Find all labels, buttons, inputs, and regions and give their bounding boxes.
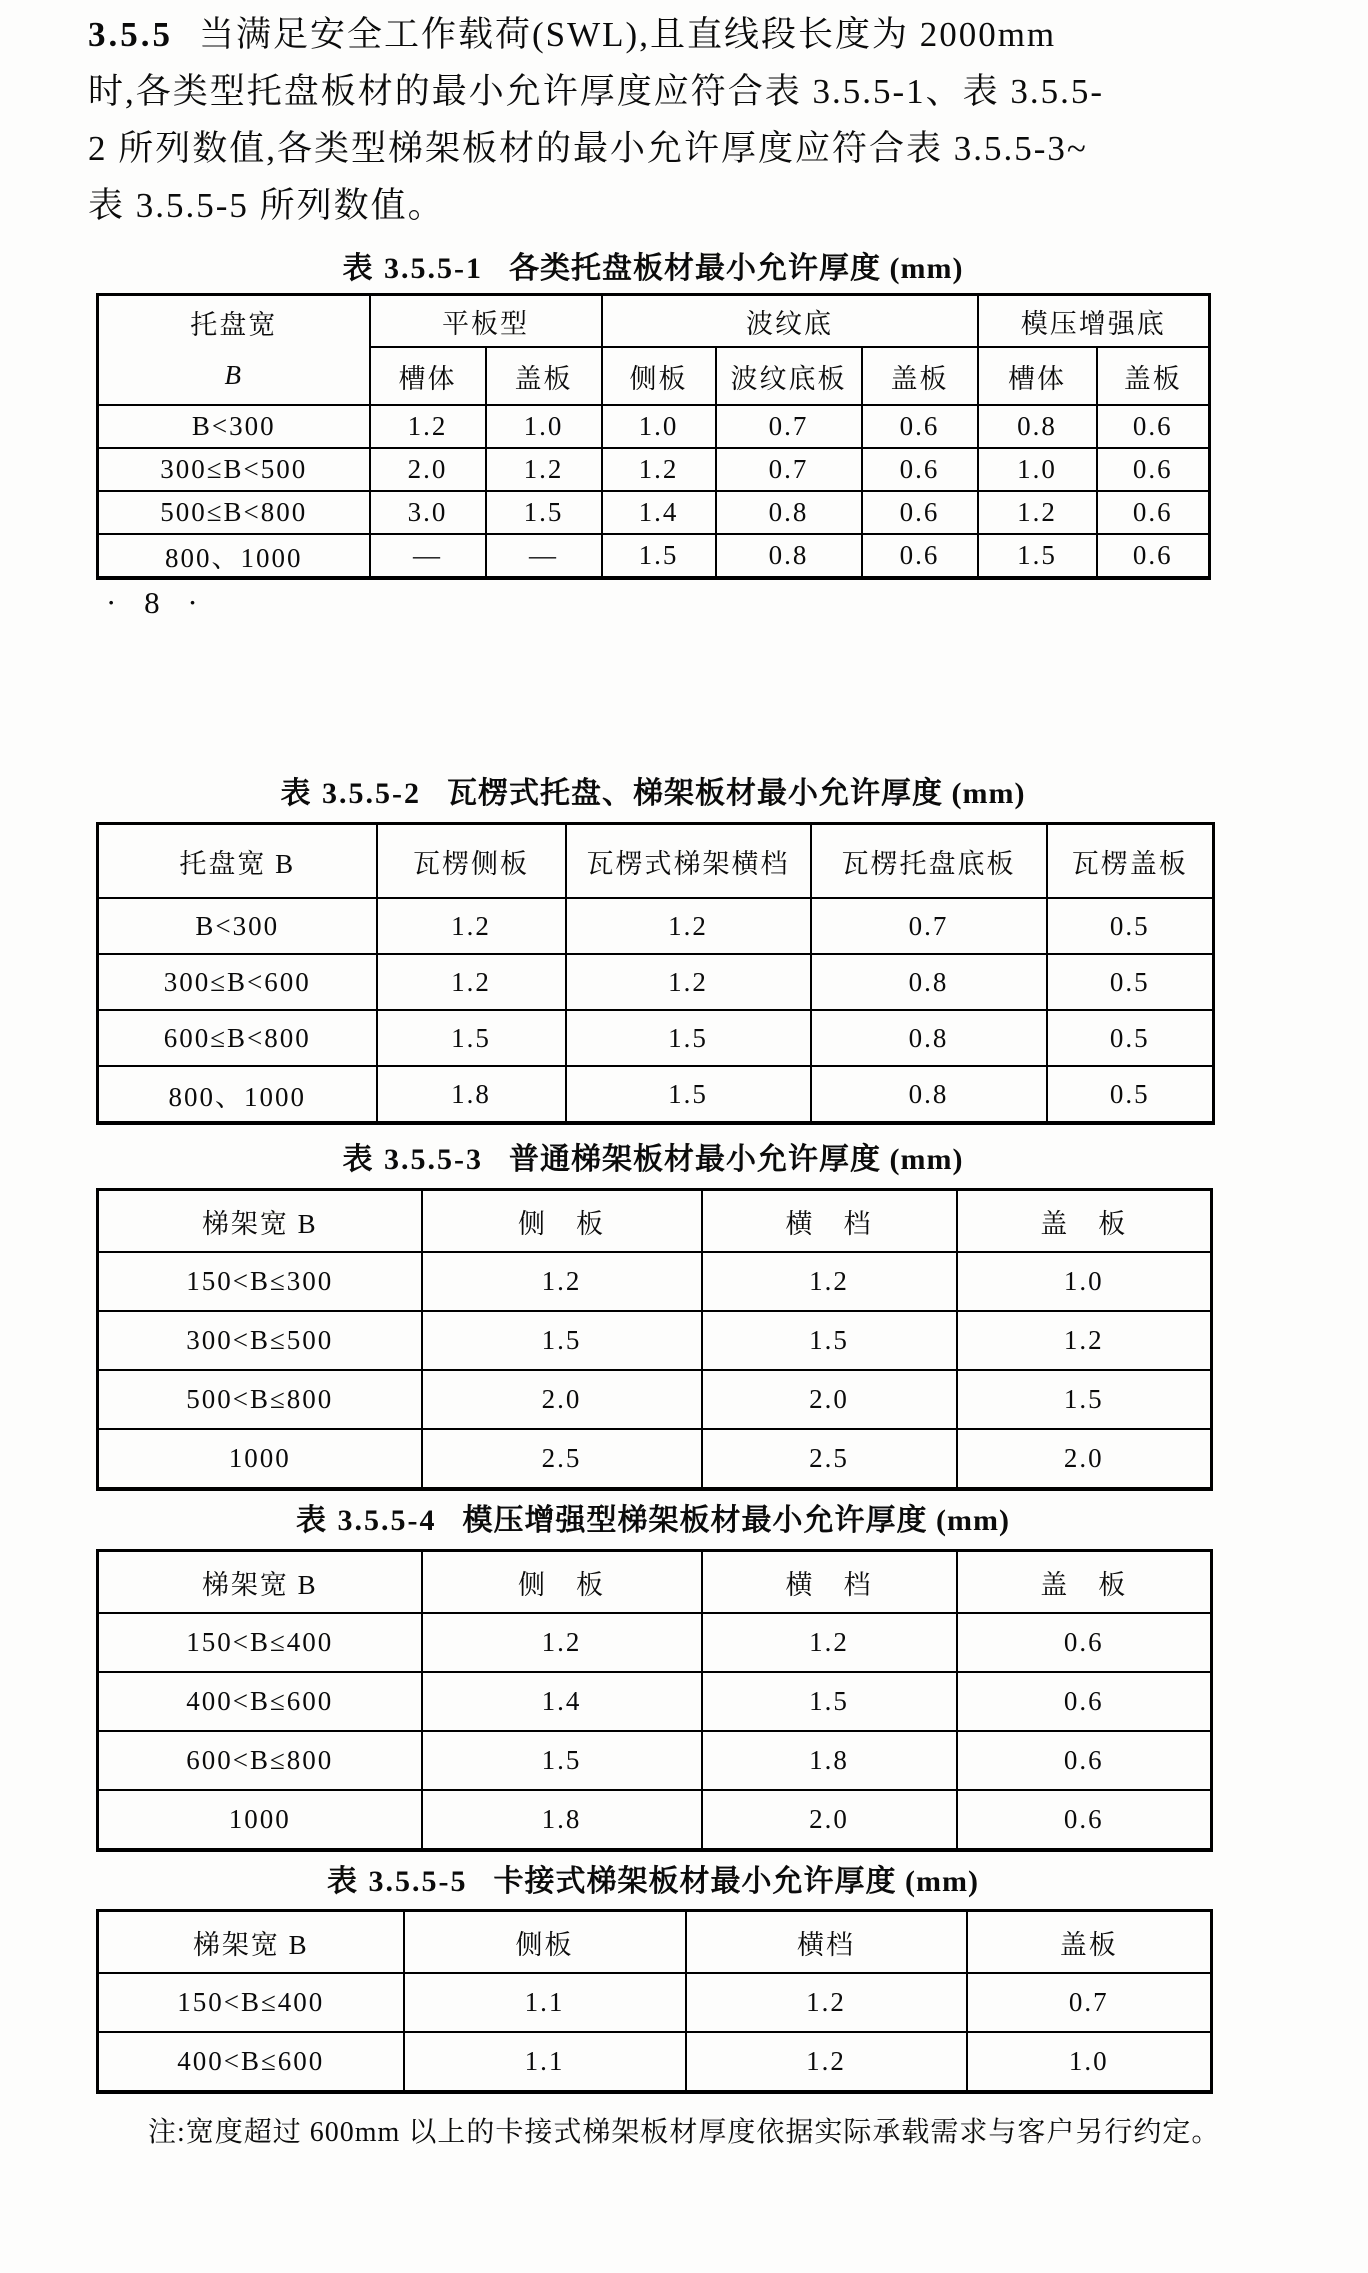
table-row [98, 1252, 1212, 1311]
row-header-cell: 150<B≤400 [98, 1973, 404, 2032]
value-cell: 0.6 [957, 1672, 1212, 1731]
row-header-cell: 300≤B<500 [98, 448, 370, 491]
value-cell: 0.6 [862, 491, 978, 534]
value-cell: 0.6 [957, 1731, 1212, 1790]
table-label: 表 3.5.5-1 [342, 252, 484, 285]
value-cell: 0.6 [1097, 491, 1210, 534]
row-header-cell: 800、1000 [98, 1066, 377, 1123]
group-header: 平板型 [370, 295, 602, 348]
table-caption-3 [96, 1134, 1210, 1178]
table-header-row [98, 295, 1210, 348]
value-cell: 1.8 [702, 1731, 957, 1790]
column-header: 梯架宽 B [98, 1190, 422, 1253]
value-cell: 2.0 [702, 1790, 957, 1850]
value-cell: 1.4 [602, 491, 716, 534]
column-header: 盖板 [1097, 347, 1210, 405]
value-cell: 0.6 [862, 448, 978, 491]
column-header: 横档 [686, 1911, 967, 1974]
value-cell: 1.8 [377, 1066, 566, 1123]
paragraph-line: 表 3.5.5-5 所列数值。 [88, 186, 445, 225]
column-header: 侧 板 [422, 1190, 702, 1253]
value-cell: 1.0 [957, 1252, 1212, 1311]
value-cell: 1.5 [377, 1010, 566, 1066]
column-header: 梯架宽 B [98, 1551, 422, 1614]
value-cell: 1.0 [978, 448, 1097, 491]
value-cell: 0.5 [1047, 954, 1214, 1010]
value-cell: 1.2 [978, 491, 1097, 534]
paragraph-text: 当满足安全工作载荷(SWL),且直线段长度为 2000mm [199, 15, 1057, 54]
column-header-width [98, 295, 370, 406]
table-pallet-min-thickness [96, 293, 1211, 580]
value-cell: 1.1 [404, 2032, 686, 2092]
group-header: 波纹底 [602, 295, 978, 348]
column-header: 瓦楞盖板 [1047, 824, 1214, 899]
table-row [98, 491, 1210, 534]
table-snap-on-ladder-min-thickness [96, 1909, 1213, 2094]
table-header-row [98, 1551, 1212, 1614]
value-cell: 1.4 [422, 1672, 702, 1731]
table-molded-reinforced-ladder-min-thickness [96, 1549, 1213, 1852]
value-cell: 1.2 [957, 1311, 1212, 1370]
table-row [98, 1613, 1212, 1672]
table-footnote: 注:宽度超过 600mm 以上的卡接式梯架板材厚度依据实际承载需求与客户另行约定。 [148, 2117, 1221, 2148]
column-header: 侧板 [404, 1911, 686, 1974]
value-cell: 0.8 [811, 954, 1047, 1010]
column-header: 侧 板 [422, 1551, 702, 1614]
value-cell: 1.5 [978, 534, 1097, 578]
value-cell: 0.8 [978, 405, 1097, 448]
value-cell: 0.8 [811, 1010, 1047, 1066]
table-row [98, 1010, 1214, 1066]
table-row [98, 448, 1210, 491]
value-cell: 1.2 [702, 1613, 957, 1672]
row-header-cell: 800、1000 [98, 534, 370, 578]
value-cell: 2.5 [702, 1429, 957, 1489]
clause-number: 3.5.5 [88, 15, 173, 54]
value-cell: 0.8 [811, 1066, 1047, 1123]
column-header: 盖 板 [957, 1551, 1212, 1614]
table-row [98, 2032, 1212, 2092]
table-row [98, 1973, 1212, 2032]
paragraph-line: 2 所列数值,各类型梯架板材的最小允许厚度应符合表 3.5.5-3~ [88, 129, 1088, 168]
value-cell: 1.2 [566, 898, 811, 954]
value-cell: 1.2 [377, 954, 566, 1010]
value-cell: 1.2 [422, 1613, 702, 1672]
value-cell: 0.6 [1097, 405, 1210, 448]
value-cell: 2.0 [370, 448, 486, 491]
table-row [98, 1370, 1212, 1429]
table-row [98, 1672, 1212, 1731]
value-cell: 1.2 [486, 448, 602, 491]
column-header: 盖板 [862, 347, 978, 405]
column-header-line: B [224, 360, 243, 390]
value-cell: 0.6 [862, 405, 978, 448]
value-cell: — [486, 534, 602, 578]
value-cell: 0.7 [716, 448, 862, 491]
row-header-cell: 150<B≤400 [98, 1613, 422, 1672]
value-cell: 0.6 [957, 1613, 1212, 1672]
table-caption-1 [96, 243, 1210, 287]
table-title: 瓦楞式托盘、梯架板材最小允许厚度 (mm) [447, 777, 1026, 810]
value-cell: 1.0 [967, 2032, 1212, 2092]
row-header-cell: 300≤B<600 [98, 954, 377, 1010]
table-header-row [98, 1911, 1212, 1974]
table-caption-4 [96, 1495, 1210, 1539]
column-header: 横 档 [702, 1551, 957, 1614]
column-header: 盖 板 [957, 1190, 1212, 1253]
row-header-cell: 500<B≤800 [98, 1370, 422, 1429]
value-cell: 2.5 [422, 1429, 702, 1489]
table-row [98, 405, 1210, 448]
group-header: 模压增强底 [978, 295, 1210, 348]
value-cell: 0.7 [967, 1973, 1212, 2032]
column-header: 波纹底板 [716, 347, 862, 405]
value-cell: 0.6 [1097, 534, 1210, 578]
value-cell: 1.8 [422, 1790, 702, 1850]
page-number: · 8 · [106, 585, 208, 620]
table-label: 表 3.5.5-3 [342, 1143, 484, 1176]
value-cell: 2.0 [957, 1429, 1212, 1489]
table-caption-2 [96, 768, 1210, 812]
table-row [98, 1429, 1212, 1489]
table-row [98, 534, 1210, 578]
value-cell: 0.7 [811, 898, 1047, 954]
value-cell: 0.6 [957, 1790, 1212, 1850]
column-header-line: 托盘宽 [190, 310, 278, 340]
table-corrugated-min-thickness [96, 822, 1215, 1125]
value-cell: 1.2 [566, 954, 811, 1010]
value-cell: 1.2 [370, 405, 486, 448]
value-cell: 1.2 [377, 898, 566, 954]
column-header: 瓦楞式梯架横档 [566, 824, 811, 899]
table-title: 模压增强型梯架板材最小允许厚度 (mm) [462, 1504, 1010, 1537]
table-row [98, 1790, 1212, 1850]
column-header: 横 档 [702, 1190, 957, 1253]
paragraph-line [88, 6, 1288, 63]
row-header-cell: 1000 [98, 1790, 422, 1850]
value-cell: 0.8 [716, 534, 862, 578]
value-cell: 2.0 [422, 1370, 702, 1429]
table-title: 普通梯架板材最小允许厚度 (mm) [509, 1143, 964, 1176]
value-cell: 0.6 [862, 534, 978, 578]
value-cell: 1.5 [702, 1311, 957, 1370]
value-cell: 1.2 [686, 2032, 967, 2092]
value-cell: 1.5 [422, 1731, 702, 1790]
clause-paragraph [88, 6, 1288, 234]
column-header: 盖板 [967, 1911, 1212, 1974]
value-cell: 1.5 [602, 534, 716, 578]
value-cell: 1.5 [566, 1010, 811, 1066]
column-header: 盖板 [486, 347, 602, 405]
row-header-cell: 600≤B<800 [98, 1010, 377, 1066]
table-row [98, 1731, 1212, 1790]
table-header-row [98, 1190, 1212, 1253]
value-cell: 0.7 [716, 405, 862, 448]
table-ordinary-ladder-min-thickness [96, 1188, 1213, 1491]
value-cell: 1.2 [422, 1252, 702, 1311]
table-label: 表 3.5.5-2 [280, 777, 422, 810]
row-header-cell: B<300 [98, 405, 370, 448]
value-cell: 1.5 [566, 1066, 811, 1123]
column-header: 瓦楞侧板 [377, 824, 566, 899]
table-label: 表 3.5.5-4 [296, 1504, 437, 1537]
row-header-cell: 1000 [98, 1429, 422, 1489]
value-cell: 1.0 [602, 405, 716, 448]
value-cell: 1.1 [404, 1973, 686, 2032]
value-cell: 1.5 [422, 1311, 702, 1370]
table-row [98, 898, 1214, 954]
value-cell: 0.8 [716, 491, 862, 534]
row-header-cell: 600<B≤800 [98, 1731, 422, 1790]
row-header-cell: 500≤B<800 [98, 491, 370, 534]
row-header-cell: 150<B≤300 [98, 1252, 422, 1311]
value-cell: 0.5 [1047, 1066, 1214, 1123]
table-row [98, 954, 1214, 1010]
row-header-cell: 300<B≤500 [98, 1311, 422, 1370]
table-row [98, 1311, 1212, 1370]
paragraph-line: 时,各类型托盘板材的最小允许厚度应符合表 3.5.5-1、表 3.5.5- [88, 72, 1105, 111]
value-cell: 1.5 [957, 1370, 1212, 1429]
column-header: 梯架宽 B [98, 1911, 404, 1974]
row-header-cell: 400<B≤600 [98, 2032, 404, 2092]
table-label: 表 3.5.5-5 [327, 1865, 468, 1898]
value-cell: 2.0 [702, 1370, 957, 1429]
value-cell: 3.0 [370, 491, 486, 534]
value-cell: 0.5 [1047, 1010, 1214, 1066]
table-title: 各类托盘板材最小允许厚度 (mm) [509, 252, 964, 285]
table-caption-5 [96, 1856, 1210, 1900]
value-cell: 1.2 [702, 1252, 957, 1311]
column-header: 槽体 [978, 347, 1097, 405]
row-header-cell: 400<B≤600 [98, 1672, 422, 1731]
table-title: 卡接式梯架板材最小允许厚度 (mm) [493, 1865, 979, 1898]
column-header: 托盘宽 B [98, 824, 377, 899]
row-header-cell: B<300 [98, 898, 377, 954]
value-cell: 1.2 [602, 448, 716, 491]
value-cell: 1.0 [486, 405, 602, 448]
column-header: 槽体 [370, 347, 486, 405]
table-row [98, 1066, 1214, 1123]
column-header: 瓦楞托盘底板 [811, 824, 1047, 899]
table-header-row [98, 824, 1214, 899]
value-cell: — [370, 534, 486, 578]
column-header: 侧板 [602, 347, 716, 405]
value-cell: 1.5 [702, 1672, 957, 1731]
value-cell: 1.5 [486, 491, 602, 534]
value-cell: 0.6 [1097, 448, 1210, 491]
value-cell: 1.2 [686, 1973, 967, 2032]
value-cell: 0.5 [1047, 898, 1214, 954]
